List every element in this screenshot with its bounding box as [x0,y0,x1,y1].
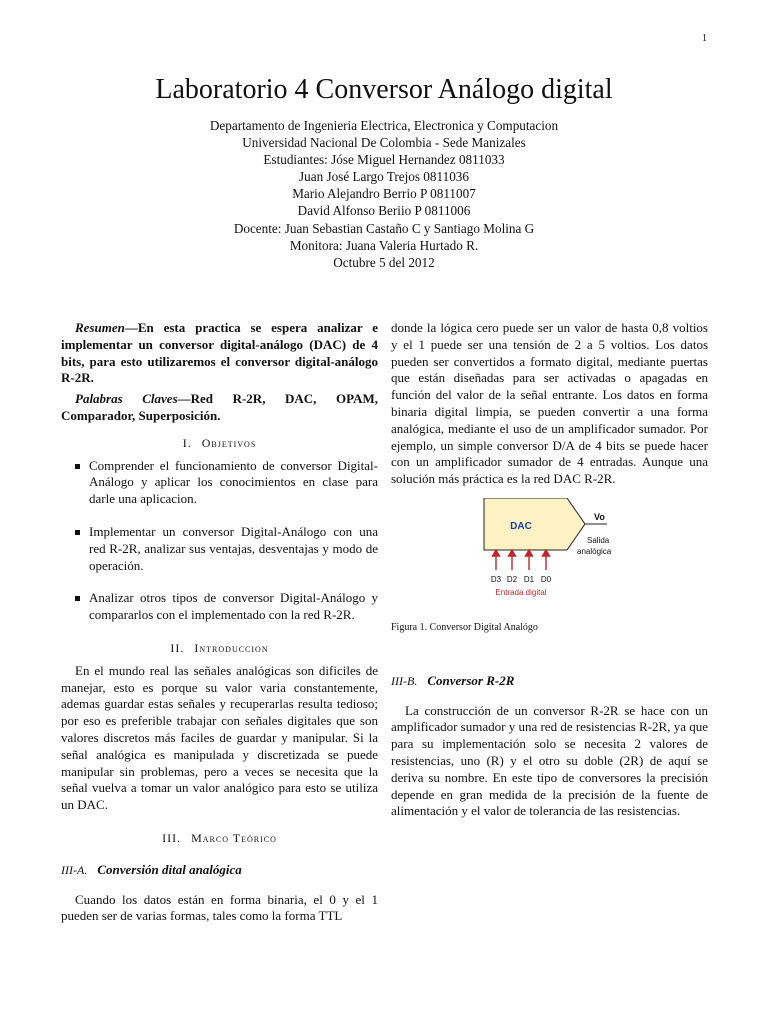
dac-block [484,498,585,550]
left-column [61,320,378,925]
arrow-head-icon [543,550,550,556]
continued-paragraph: donde la lógica cero puede ser un valor de hasta 0,8 voltios y el 1 puede ser una tensión de 2 a 5 voltios. Los datos pueden ser convertidos a formato digital, mediante puertas que están diseñadas para ser activadas o apagadas en función del valor de la señal entrante. Los datos en forma binaria digital limpia, se pueden convertir a una forma analógica, mediante el uso de un amplificador sumador. Por ejemplo, un simple conversor D/A de 4 bits se puede hacer con un amplificador sumador de 4 entradas. Aunque una solución más práctica es la red DAC R-2R. [391,320,708,487]
section-number: III. [162,830,182,845]
objectives-list [61,458,378,624]
section-title: Introduccion [194,640,269,655]
author-line: Departamento de Ingenieria Electrica, Electronica y Computacion [209,118,559,133]
list-item-text: Comprender el funcionamiento de conversor Digital-Análogo y aplicar los conocimientos en clase para darle una aplicacion. [89,457,378,507]
author-line: Mario Alejandro Berrio P 0811007 [292,186,476,202]
author-line: David Alfonso Beriio P 0811006 [297,203,471,219]
input-label: D3 [490,574,502,584]
subsection-heading-a [61,862,378,879]
bullet-icon [75,530,80,535]
section-heading-introduccion [61,640,378,657]
page-number: 1 [702,33,707,44]
author-block [0,117,768,271]
output-caption-1: Salida [587,535,610,545]
keywords-lead: Palabras Claves [75,391,178,407]
input-arrows [493,550,550,570]
abstract-text: —En esta practica se espera analizar e implementar un conversor digital-análogo (DAC) de 4 bits, para esto utilizaremos el conversor digital-análogo R-2R. [61,320,378,386]
keywords [61,391,378,425]
author-line: Monitora: Juana Valeria Hurtado R. [289,237,479,253]
intro-paragraph: En el mundo real las señales analógicas son dificiles de manejar, esto es porque su valor varia constantemente, ademas guardar estas señales y recuperarlas resulta tedioso; por eso es preferible trabajar con señales digitales que son valores discretos más faciles de guardar y manipular. Si la señal analógica es manipulada y discretizada se puede manipular sin problemas, pero a veces se necesita que la señal vuelva a tomar un valor analógico para esto se utiliza un DAC. [61,662,378,813]
input-caption: Entrada digital [495,587,547,597]
list-item-text: Analizar otros tipos de conversor Digital-Análogo y compararlos con el implementado con la red R-2R. [89,590,378,623]
arrow-head-icon [526,550,533,556]
input-label: D2 [506,574,518,584]
subsection-b-paragraph: La construcción de un conversor R-2R se hace con un amplificador sumador y una red de resistencias R-2R, ya que para su implementación solo se necesita 2 valores de resistencias, uno (R) y el otro su doble (2R) de aquí se deriva su nombre. En este tipo de conversores la precisión depende en gran medida de la precisión de la fuente de alimentación y el valor de tolerancia de las resistencias. [391,702,708,819]
section-number: I. [182,435,192,450]
list-item-text: Implementar un conversor Digital-Análogo con una red R-2R, analizar sus ventajas, desventajas y modo de operación. [89,523,378,573]
bullet-icon [75,596,80,601]
output-label: Vo [594,511,605,522]
output-caption-2: analógica [577,546,612,556]
bullet-icon [75,464,80,469]
subsection-heading-b [391,673,708,690]
section-heading-marco [61,830,378,847]
subsection-number: III-B. [391,673,418,688]
subsection-number: III-A. [61,862,88,877]
section-heading-objetivos [61,435,378,452]
dac-diagram [469,498,629,608]
subsection-title: Conversor R-2R [427,672,515,688]
keywords-text: —Red R-2R, DAC, OPAM, Comparador, Superposición. [61,391,378,423]
subsection-a-paragraph: Cuando los datos están en forma binaria, el 0 y el 1 pueden ser de varias formas, tales como la forma TTL [61,891,378,924]
dac-label: DAC [510,520,532,532]
arrow-head-icon [509,550,516,556]
author-line: Octubre 5 del 2012 [333,254,435,270]
dac-figure [391,498,708,608]
section-title: Objetivos [201,435,257,450]
right-column [391,320,708,820]
section-number: II. [170,640,185,655]
author-line: Juan José Largo Trejos 0811036 [299,169,469,185]
list-item [61,524,378,574]
section-title: Marco Teórico [191,830,277,845]
paper-title: Laboratorio 4 Conversor Análogo digital [155,74,613,105]
author-line: Docente: Juan Sebastian Castaño C y Santiago Molina G [233,220,535,236]
input-label: D0 [540,574,552,584]
abstract-lead: Resumen [75,320,125,335]
input-label: D1 [523,574,535,584]
author-line: Estudiantes: Jóse Miguel Hernandez 0811033 [263,152,505,168]
abstract [61,320,378,387]
list-item [61,458,378,508]
figure-caption: Figura 1. Conversor Digital Analógo [391,621,538,633]
arrow-head-icon [493,550,500,556]
author-line: Universidad Nacional De Colombia - Sede Manizales [242,135,526,151]
list-item [61,590,378,624]
subsection-title: Conversión dital analógica [97,861,242,877]
